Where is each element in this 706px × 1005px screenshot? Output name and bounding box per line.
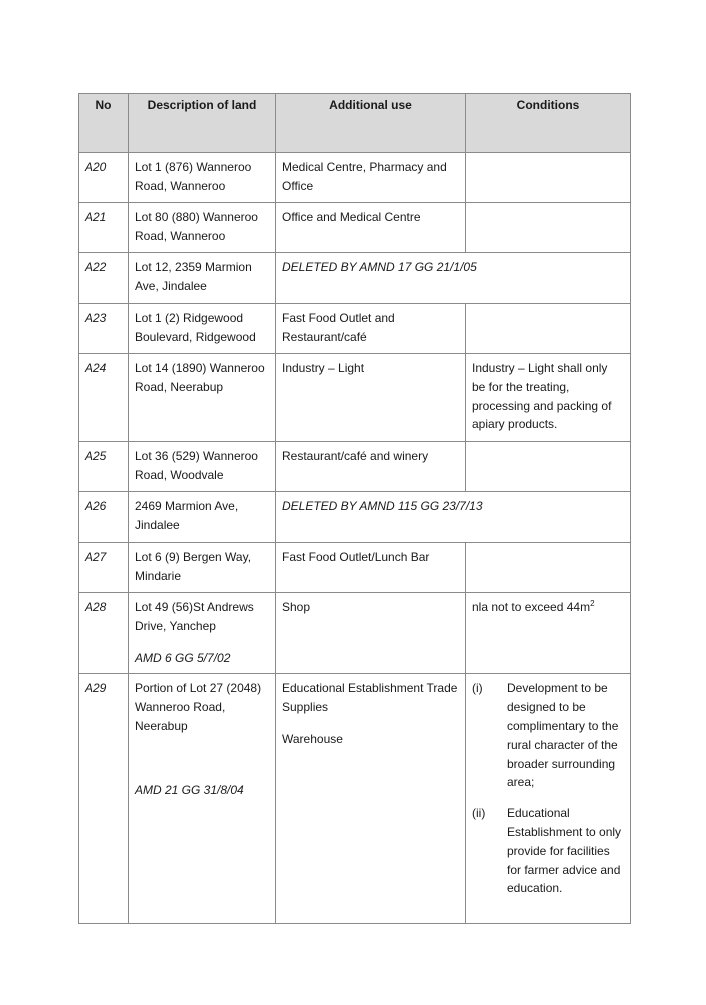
- row-no: A27: [79, 543, 129, 593]
- table-row: [79, 442, 631, 492]
- row-no: A24: [79, 354, 129, 442]
- table-row: [79, 153, 631, 203]
- table-row: [79, 543, 631, 593]
- condition-item: [472, 804, 624, 898]
- amendment-note: AMD 6 GG 5/7/02: [135, 650, 231, 665]
- row-use: Fast Food Outlet/Lunch Bar: [276, 543, 466, 593]
- amendment-note: AMD 21 GG 31/8/04: [135, 782, 244, 797]
- row-no: A26: [79, 492, 129, 543]
- row-conditions: [466, 442, 631, 492]
- row-no: A23: [79, 304, 129, 354]
- header-additional-use: Additional use: [276, 94, 466, 153]
- row-use: Office and Medical Centre: [276, 203, 466, 253]
- row-deleted-note: DELETED BY AMND 115 GG 23/7/13: [276, 492, 631, 543]
- row-land: Lot 36 (529) Wanneroo Road, Woodvale: [129, 442, 276, 492]
- row-use: Industry – Light: [276, 354, 466, 442]
- row-land: Lot 1 (2) Ridgewood Boulevard, Ridgewood: [129, 304, 276, 354]
- condition-number: (ii): [472, 806, 486, 821]
- row-land: Lot 6 (9) Bergen Way, Mindarie: [129, 543, 276, 593]
- row-land: Lot 14 (1890) Wanneroo Road, Neerabup: [129, 354, 276, 442]
- header-description: Description of land: [129, 94, 276, 153]
- row-conditions: [466, 593, 631, 674]
- row-use: Educational Establishment Trade Supplies: [282, 681, 458, 715]
- row-land: Lot 12, 2359 Marmion Ave, Jindalee: [129, 253, 276, 304]
- row-use: Shop: [276, 593, 466, 674]
- condition-number: (i): [472, 681, 483, 696]
- additional-use-table: [78, 93, 631, 924]
- table-row: [79, 203, 631, 253]
- table-row: [79, 253, 631, 304]
- row-land: 2469 Marmion Ave, Jindalee: [129, 492, 276, 543]
- conditions-list: [472, 679, 624, 898]
- table-row: [79, 304, 631, 354]
- row-use: Restaurant/café and winery: [276, 442, 466, 492]
- table-row: [79, 492, 631, 543]
- table-row: [79, 354, 631, 442]
- row-land: Lot 49 (56)St Andrews Drive, Yanchep: [135, 600, 254, 633]
- row-conditions: [466, 203, 631, 253]
- condition-item: [472, 679, 624, 792]
- row-conditions: [466, 304, 631, 354]
- row-no: A20: [79, 153, 129, 203]
- row-conditions: [466, 153, 631, 203]
- condition-text: Development to be designed to be complimentary to the rural character of the broader surrounding area;: [507, 681, 619, 790]
- condition-text: nla not to exceed 44m: [472, 600, 591, 614]
- row-conditions: Industry – Light shall only be for the treating, processing and packing of apiary products.: [466, 354, 631, 442]
- row-no: A29: [79, 674, 129, 924]
- header-no: No: [79, 94, 129, 153]
- row-land-cell: [129, 674, 276, 924]
- row-deleted-note: DELETED BY AMND 17 GG 21/1/05: [276, 253, 631, 304]
- table-row: [79, 593, 631, 674]
- row-no: A25: [79, 442, 129, 492]
- condition-text: Educational Establishment to only provide for facilities for farmer advice and education.: [507, 806, 622, 896]
- row-land: Lot 1 (876) Wanneroo Road, Wanneroo: [129, 153, 276, 203]
- table-row: [79, 674, 631, 924]
- superscript: 2: [590, 599, 595, 608]
- row-conditions: [466, 543, 631, 593]
- row-use: Fast Food Outlet and Restaurant/café: [276, 304, 466, 354]
- row-conditions: [466, 674, 631, 924]
- row-use-cell: [276, 674, 466, 924]
- row-use: Medical Centre, Pharmacy and Office: [276, 153, 466, 203]
- row-land: Lot 80 (880) Wanneroo Road, Wanneroo: [129, 203, 276, 253]
- row-land-cell: [129, 593, 276, 674]
- row-no: A22: [79, 253, 129, 304]
- row-land: Portion of Lot 27 (2048) Wanneroo Road, Neerabup: [135, 681, 262, 733]
- header-conditions: Conditions: [466, 94, 631, 153]
- row-use-extra: Warehouse: [282, 731, 343, 746]
- table-header-row: [79, 94, 631, 153]
- row-no: A21: [79, 203, 129, 253]
- row-no: A28: [79, 593, 129, 674]
